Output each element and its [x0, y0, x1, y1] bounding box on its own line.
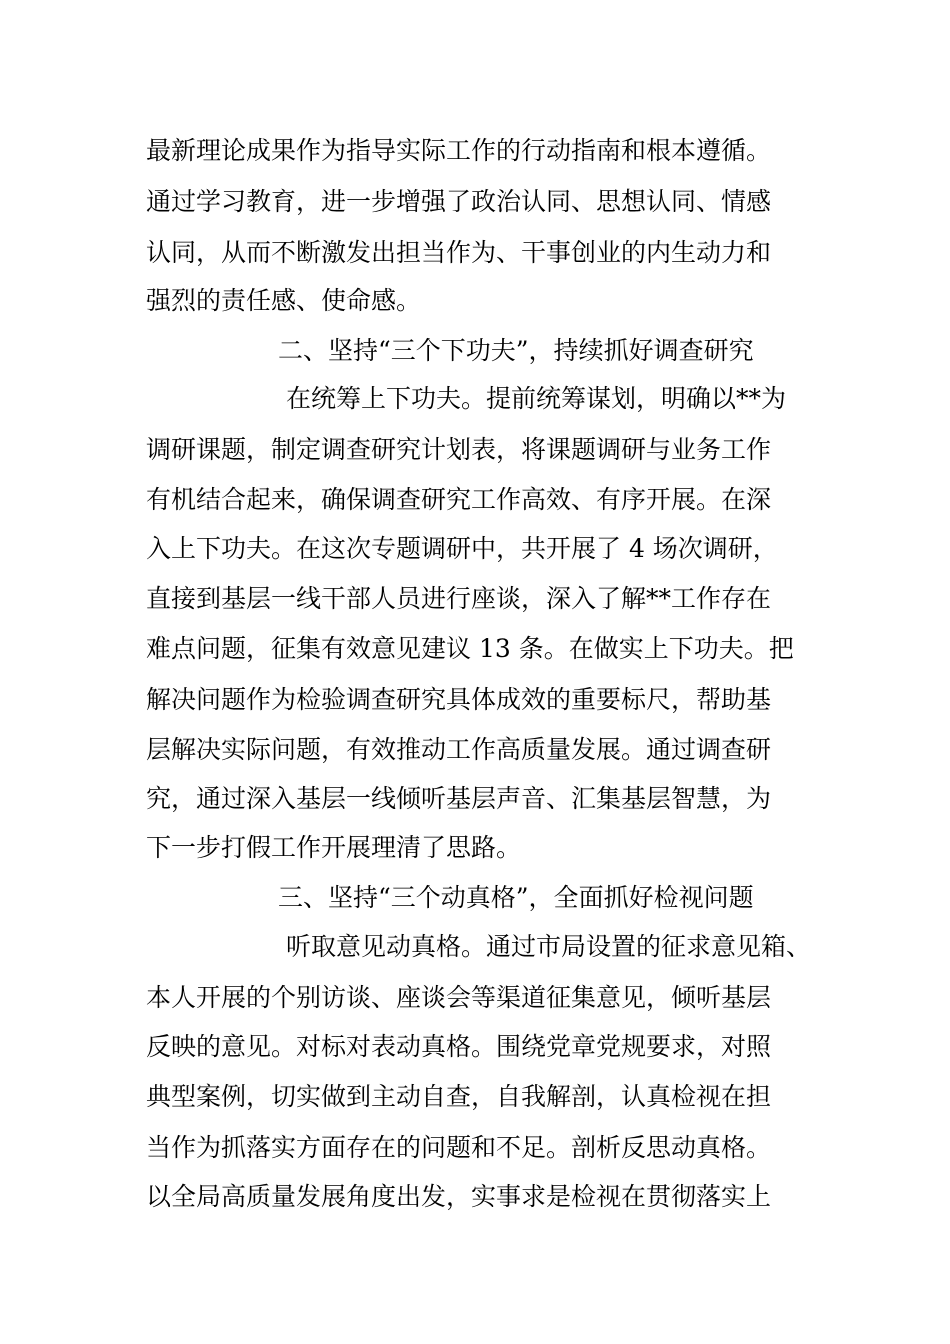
- body-text-line: 通过学习教育，进一步增强了政治认同、思想认同、情感: [146, 187, 772, 216]
- body-text-line: 下一步打假工作开展理清了思路。: [146, 833, 522, 862]
- body-text-line: 强烈的责任感、使命感。: [146, 286, 422, 315]
- body-text-line: 以全局高质量发展角度出发，实事求是检视在贯彻落实上: [146, 1182, 772, 1211]
- section-heading: 三、坚持“三个动真格”，全面抓好检视问题: [278, 883, 754, 912]
- body-text-line: 直接到基层一线干部人员进行座谈，深入了解**工作存在: [146, 584, 772, 613]
- body-text-line: 在统筹上下功夫。提前统筹谋划，明确以**为: [286, 384, 787, 413]
- body-text-line: 有机结合起来，确保调查研究工作高效、有序开展。在深: [146, 485, 772, 514]
- body-text-line: 调研课题，制定调查研究计划表，将课题调研与业务工作: [146, 435, 772, 464]
- body-text-line: 当作为抓落实方面存在的问题和不足。剖析反思动真格。: [146, 1133, 772, 1162]
- body-text-line: 入上下功夫。在这次专题调研中，共开展了 4 场次调研，: [146, 534, 778, 563]
- body-text-line: 究，通过深入基层一线倾听基层声音、汇集基层智慧，为: [146, 784, 772, 813]
- body-text-line: 典型案例，切实做到主动自查，自我解剖，认真检视在担: [146, 1082, 772, 1111]
- body-text-line: 反映的意见。对标对表动真格。围绕党章党规要求，对照: [146, 1032, 772, 1061]
- body-text-line: 难点问题，征集有效意见建议 13 条。在做实上下功夫。把: [146, 634, 794, 663]
- body-text-line: 认同，从而不断激发出担当作为、干事创业的内生动力和: [146, 238, 772, 267]
- body-text-line: 本人开展的个别访谈、座谈会等渠道征集意见，倾听基层: [146, 983, 772, 1012]
- body-text-line: 最新理论成果作为指导实际工作的行动指南和根本遵循。: [146, 136, 772, 165]
- body-text-line: 听取意见动真格。通过市局设置的征求意见箱、: [286, 932, 812, 961]
- body-text-line: 层解决实际问题，有效推动工作高质量发展。通过调查研: [146, 735, 772, 764]
- body-text-line: 解决问题作为检验调查研究具体成效的重要标尺，帮助基: [146, 685, 772, 714]
- section-heading: 二、坚持“三个下功夫”，持续抓好调查研究: [278, 336, 754, 365]
